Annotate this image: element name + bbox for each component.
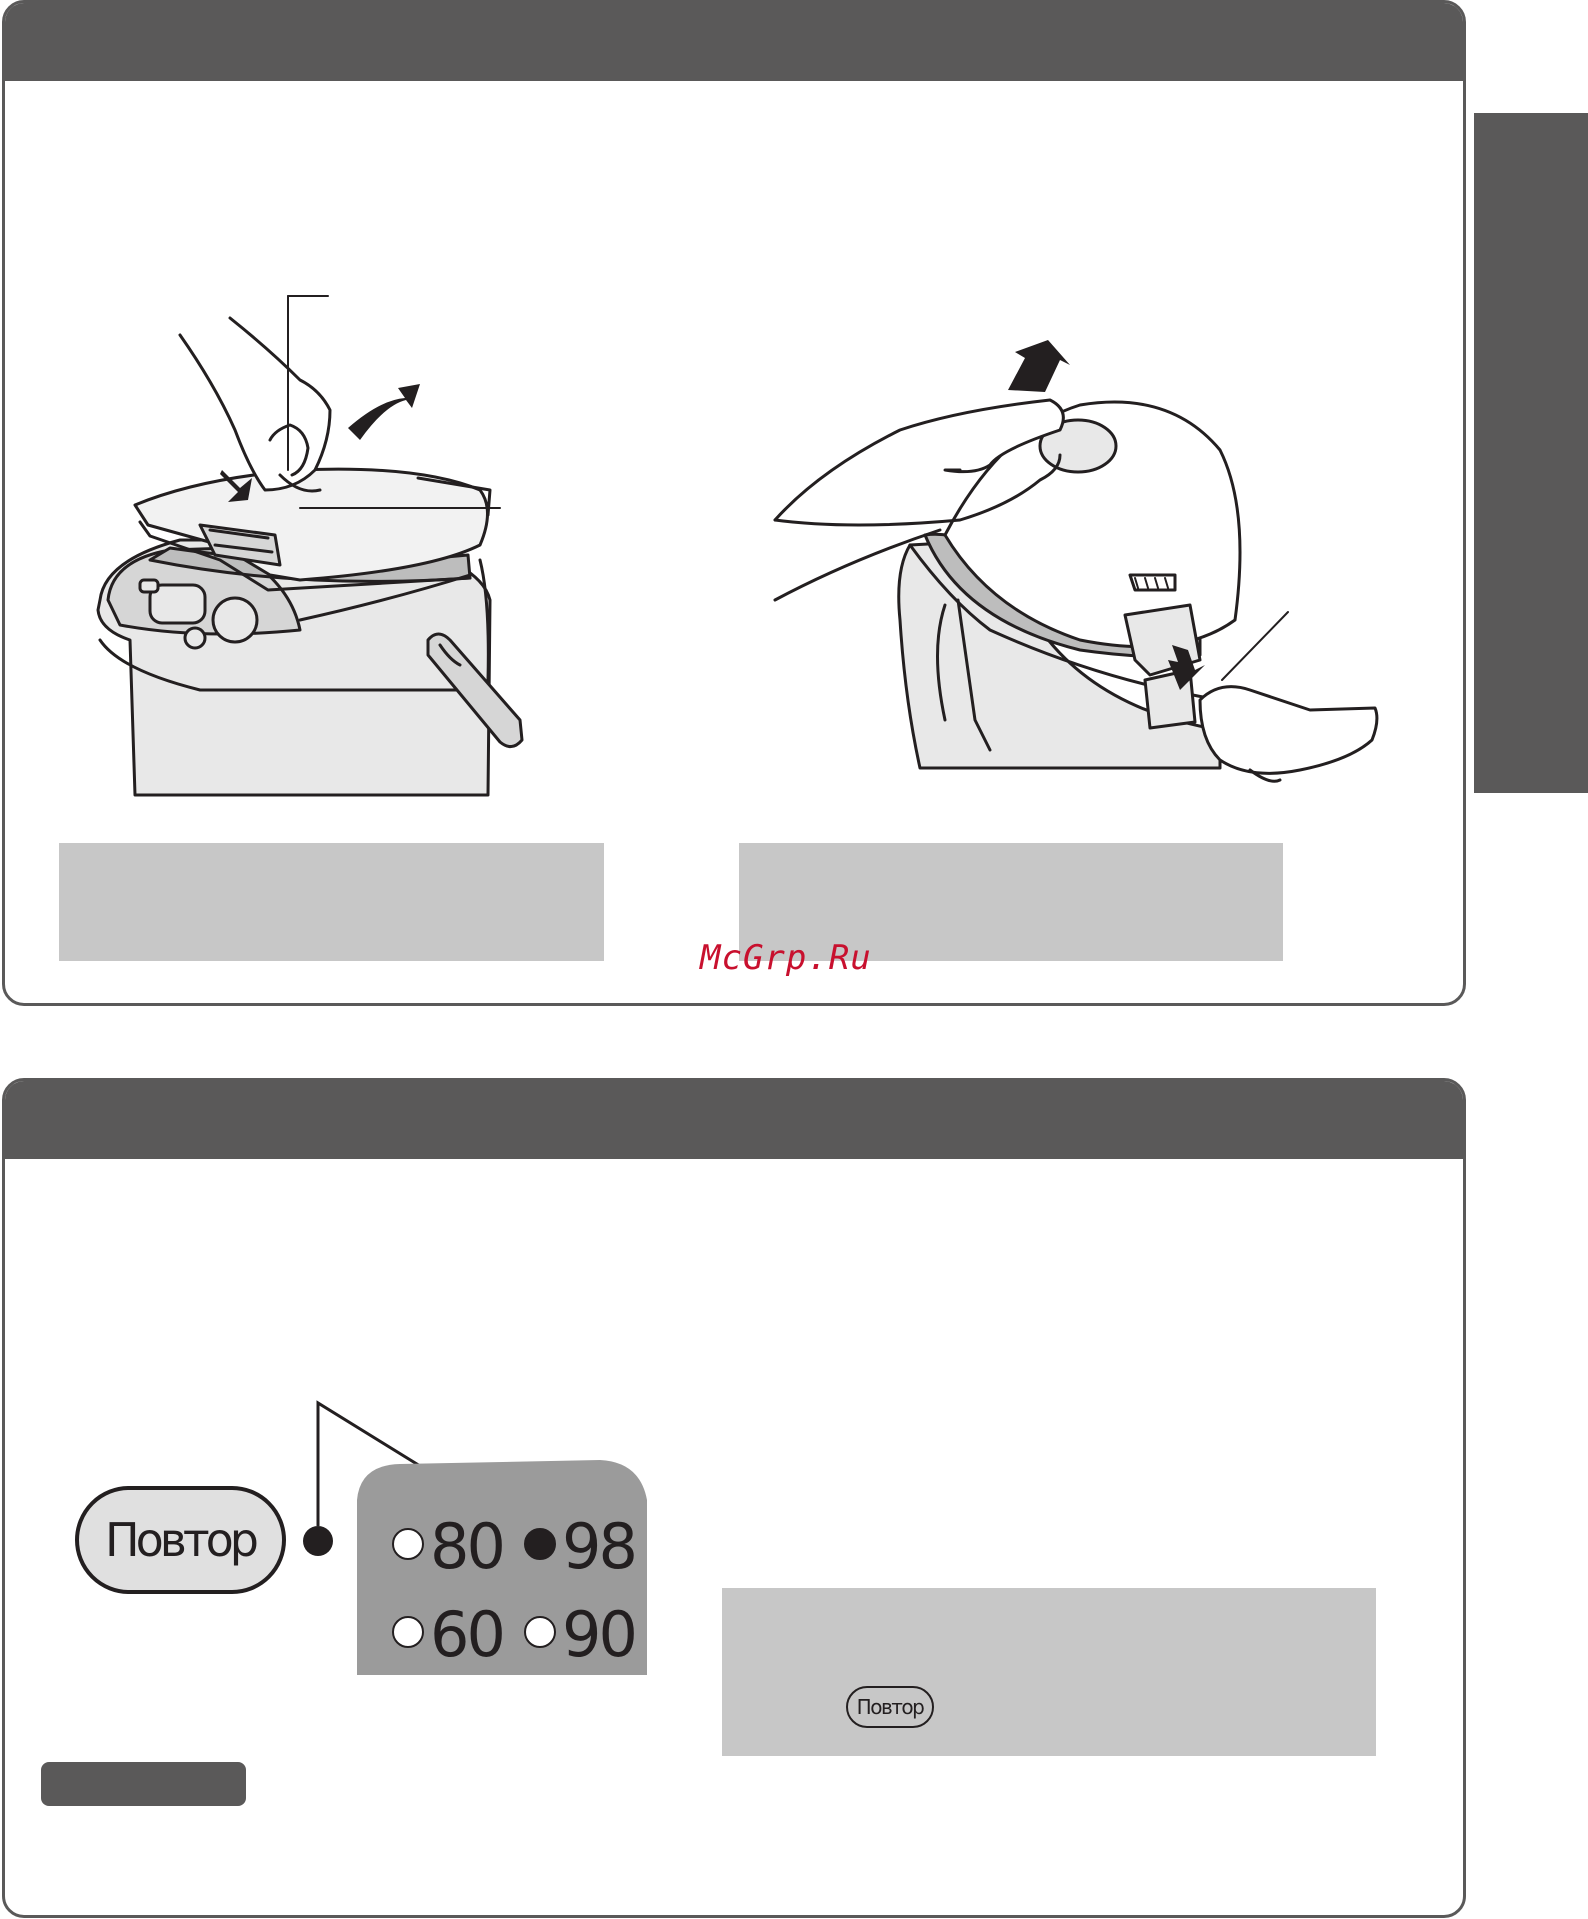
temp-80-label: 80 <box>430 1510 503 1583</box>
temp-98-indicator-icon <box>525 1529 555 1559</box>
pot-illustration-right <box>775 400 1377 781</box>
temp-80-indicator-icon <box>393 1529 423 1559</box>
arrow-up-right-icon <box>348 384 420 440</box>
repeat-button-reference: Повтор <box>846 1686 934 1728</box>
temp-98-label: 98 <box>562 1510 635 1583</box>
watermark-text: McGrp.Ru <box>700 938 872 978</box>
temp-60-label: 60 <box>430 1598 503 1671</box>
indicator-dot-icon <box>303 1526 333 1556</box>
arrow-lift-icon <box>1008 340 1070 392</box>
repeat-button-label: Повтор <box>105 1513 255 1567</box>
pot-illustration-left <box>98 296 522 795</box>
temp-90-indicator-icon <box>525 1617 555 1647</box>
temp-60-indicator-icon <box>393 1617 423 1647</box>
temp-90-label: 90 <box>562 1598 635 1671</box>
